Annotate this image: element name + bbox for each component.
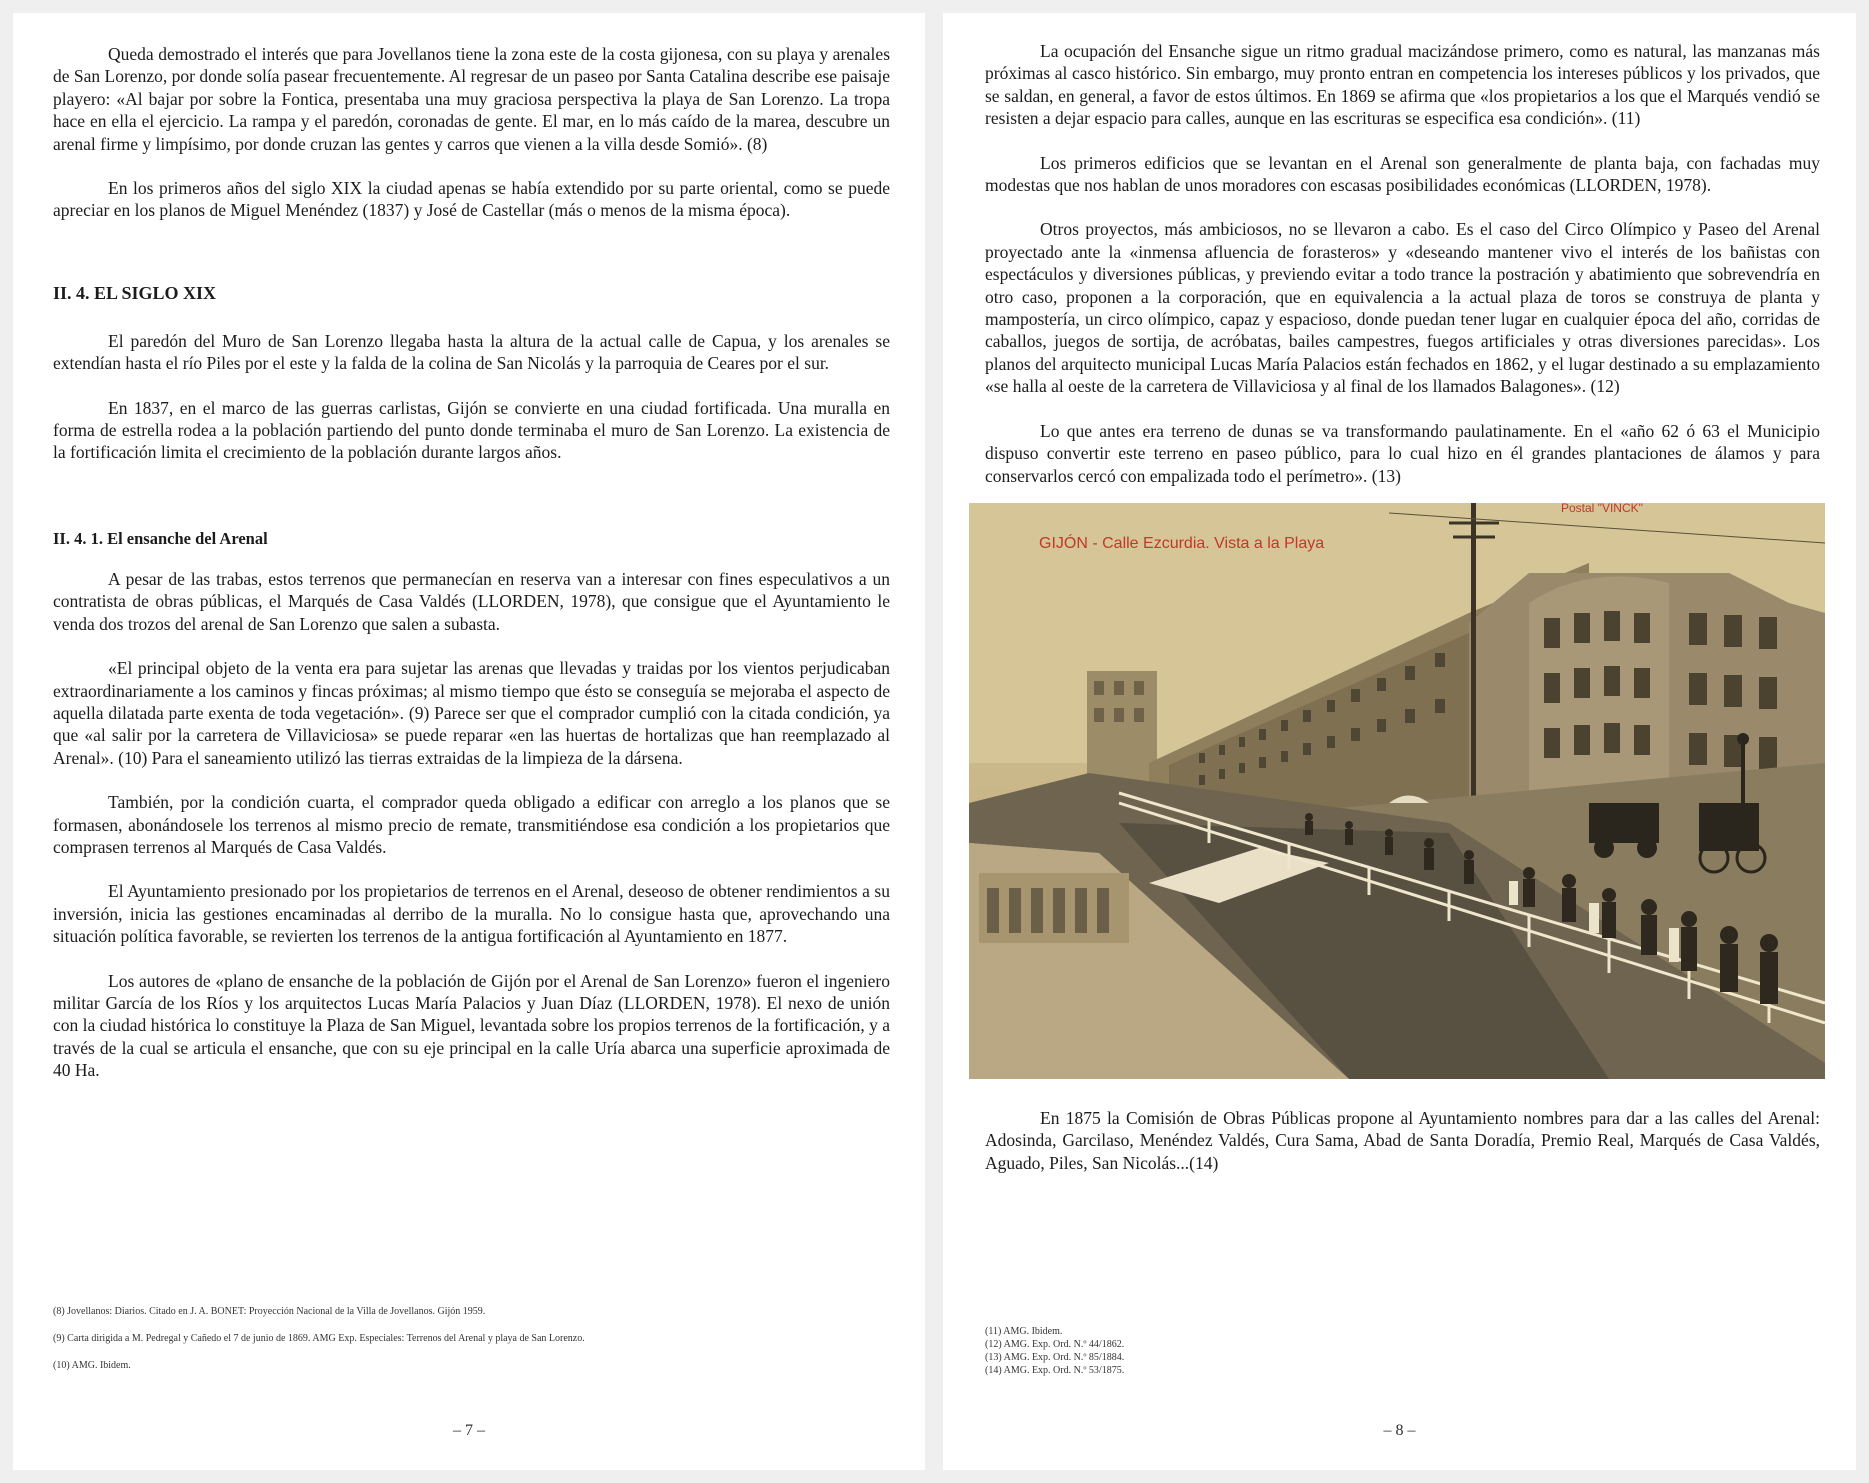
paragraph: Los autores de «plano de ensanche de la población de Gijón por el Arenal de San Lorenzo» fueron el ingeniero militar García de los Ríos y los arquitectos Lucas María Palacios y Juan Díaz (LLORDEN, 1978). El nexo de unión con la ciudad histórica lo constituye la Plaza de San Miguel, levantada sobre los propios terrenos de la fortificación, y a través de la cual se articula el ensanche, que con su eje principal en la calle Uría abarca una superficie aproximada de 40 Ha. (53, 970, 890, 1081)
section-heading: II. 4. EL SIGLO XIX (53, 282, 217, 303)
page-number: – 7 – (453, 1422, 485, 1439)
paragraph: «El principal objeto de la venta era para sujetar las arenas que llevadas y traidas por los vientos perjudicaban extraordinariamente a los caminos y fincas próximas; al mismo tiempo que ésto se conseguía se mejoraba el aspecto de aquella dilatada parte exenta de toda vegetación». (9) Parece ser que el comprador cumplió con la citada condición, ya que «al salir por la carretera de Villaviciosa» se puede reparar «en las huertas de hortalizas que han reemplazado al Arenal». (10) Para el saneamiento utilizó las tierras extraidas de la limpieza de la dársena. (53, 658, 890, 768)
paragraph: El Ayuntamiento presionado por los propietarios de terrenos en el Arenal, deseoso de obtener rendimientos a su inversión, inicia las gestiones encaminadas al derribo de la muralla. No lo consigue hasta que, aprovechando una situación política favorable, se revierten los terrenos de la antigua fortificación al Ayuntamiento en 1877. (53, 881, 890, 947)
paragraph: En 1875 la Comisión de Obras Públicas propone al Ayuntamiento nombres para dar a las calles del Arenal: Adosinda, Garcilaso, Menéndez Valdés, Cura Sama, Abad de Santa Doradía, Premio Real, Marqués de Casa Valdés, Aguado, Piles, San Nicolás...(14) (985, 1107, 1820, 1173)
footnote: (13) AMG. Exp. Ord. N.º 85/1884. (985, 1352, 1125, 1363)
footnote: (9) Carta dirigida a M. Pedregal y Cañedo el 7 de junio de 1869. AMG Exp. Especiales: Terrenos del Arenal y playa de San Lorenzo. (53, 1333, 585, 1344)
paragraph: A pesar de las trabas, estos terrenos que permanecían en reserva van a interesar con fines especulativos a un contratista de obras públicas, el Marqués de Casa Valdés (LLORDEN, 1978), que consigue que el Ayuntamiento le venda dos trozos del arenal de San Lorenzo que salen a subasta. (53, 568, 890, 634)
footnote: (10) AMG. Ibidem. (53, 1360, 131, 1371)
footnotes (53, 1305, 885, 1386)
footnote: (12) AMG. Exp. Ord. N.º 44/1862. (985, 1339, 1125, 1350)
right-page-content (985, 40, 1820, 1174)
paragraph: Lo que antes era terreno de dunas se va transformando paulatinamente. En el «año 62 ó 63 el Municipio dispuso convertir este terreno en paseo público, para lo cual hizo en él grandes plantaciones de álamos y para conservarlos cercó con empalizada todo el perímetro». (13) (985, 420, 1820, 486)
subsection-heading: II. 4. 1. El ensanche del Arenal (53, 528, 268, 548)
paragraph: El paredón del Muro de San Lorenzo llegaba hasta la altura de la actual calle de Capua, y los arenales se extendían hasta el río Piles por el este y la falda de la colina de San Nicolás y la parroquia de Ceares por el sur. (53, 330, 890, 374)
right-page (943, 13, 1856, 1470)
footnote: (11) AMG. Ibidem. (985, 1326, 1063, 1337)
footnote: (14) AMG. Exp. Ord. N.º 53/1875. (985, 1365, 1125, 1376)
paragraph: Los primeros edificios que se levantan en el Arenal son generalmente de planta baja, con fachadas muy modestas que nos hablan de unos moradores con escasas posibilidades económicas (LLORDEN, 1978). (985, 152, 1820, 196)
paragraph: También, por la condición cuarta, el comprador queda obligado a edificar con arreglo a los planos que se formasen, abonándosele los terrenos al mismo precio de remate, transmitiéndose esa condición a los propietarios que comprasen terrenos al Marqués de Casa Valdés. (53, 792, 890, 857)
left-page (13, 13, 925, 1470)
left-page-content (53, 43, 890, 1082)
postcard-photo (969, 503, 1825, 1079)
footnote: (8) Jovellanos: Diarios. Citado en J. A. BONET: Proyección Nacional de la Villa de Jovellanos. Gijón 1959. (53, 1306, 486, 1317)
paragraph: La ocupación del Ensanche sigue un ritmo gradual macizándose primero, como es natural, las manzanas más próximas al casco histórico. Sin embargo, muy pronto entran en competencia los intereses públicos y los privados, que se saldan, en general, a favor de estos últimos. En 1869 se afirma que «los propietarios a los que el Marqués vendió se resisten a dejar espacio para calles, aunque en las escrituras se especifica esa condición». (11) (985, 41, 1820, 129)
street-scene-illustration (969, 503, 1825, 1079)
paragraph: En 1837, en el marco de las guerras carlistas, Gijón se convierte en una ciudad fortificada. Una muralla en forma de estrella rodea a la población partiendo del punto donde terminaba el muro de San Lorenzo. La existencia de la fortificación limita el crecimiento de la población durante largos años. (53, 397, 890, 463)
footnotes (985, 1325, 1816, 1377)
postcard-publisher: Postal "VINCK" (1561, 502, 1643, 515)
paragraph: En los primeros años del siglo XIX la ciudad apenas se había extendido por su parte oriental, como se puede apreciar en los planos de Miguel Menéndez (1837) y José de Castellar (más o menos de la misma época). (53, 178, 890, 221)
postcard-caption: GIJÓN - Calle Ezcurdia. Vista a la Playa (1039, 534, 1325, 552)
paragraph: Queda demostrado el interés que para Jovellanos tiene la zona este de la costa gijonesa, con su playa y arenales de San Lorenzo, por donde solía pasear frecuentemente. Al regresar de un paseo por Santa Catalina describe ese paisaje playero: «Al bajar por sobre la Fontica, presentaba una muy graciosa perspectiva la playa de San Lorenzo. La tropa hace en ella el ejercicio. La rampa y el paredón, coronadas de gente. El mar, en lo más caído de la marea, descubre un arenal firme y limpísimo, por donde cruzan las gentes y carros que vienen a la villa desde Somió». (8) (53, 44, 890, 154)
page-number: – 8 – (1383, 1422, 1416, 1439)
paragraph: Otros proyectos, más ambiciosos, no se llevaron a cabo. Es el caso del Circo Olímpico y Paseo del Arenal proyectado ante la «inmensa afluencia de forasteros» y «deseando mantener vivo el interés de los bañistas con espectáculos y diversiones públicas, y previendo evitar a todo trance la postración y abatimiento que sobrevendría en otro caso, proponen a la corporación, que en equivalencia a la actual plaza de toros se construya de planta y mampostería, un circo olímpico, capaz y espacioso, donde puedan tener lugar en cualquier época del año, corridas de caballos, juegos de sortija, de acróbatas, bailes campestres, fuegos artificiales y otras diversiones parecidas». Los planos del arquitecto municipal Lucas María Palacios están fechados en 1862, y el lugar destinado a su emplazamiento «se halla al oeste de la carretera de Villaviciosa y al final de los llamados Balagones». (12) (985, 219, 1820, 397)
